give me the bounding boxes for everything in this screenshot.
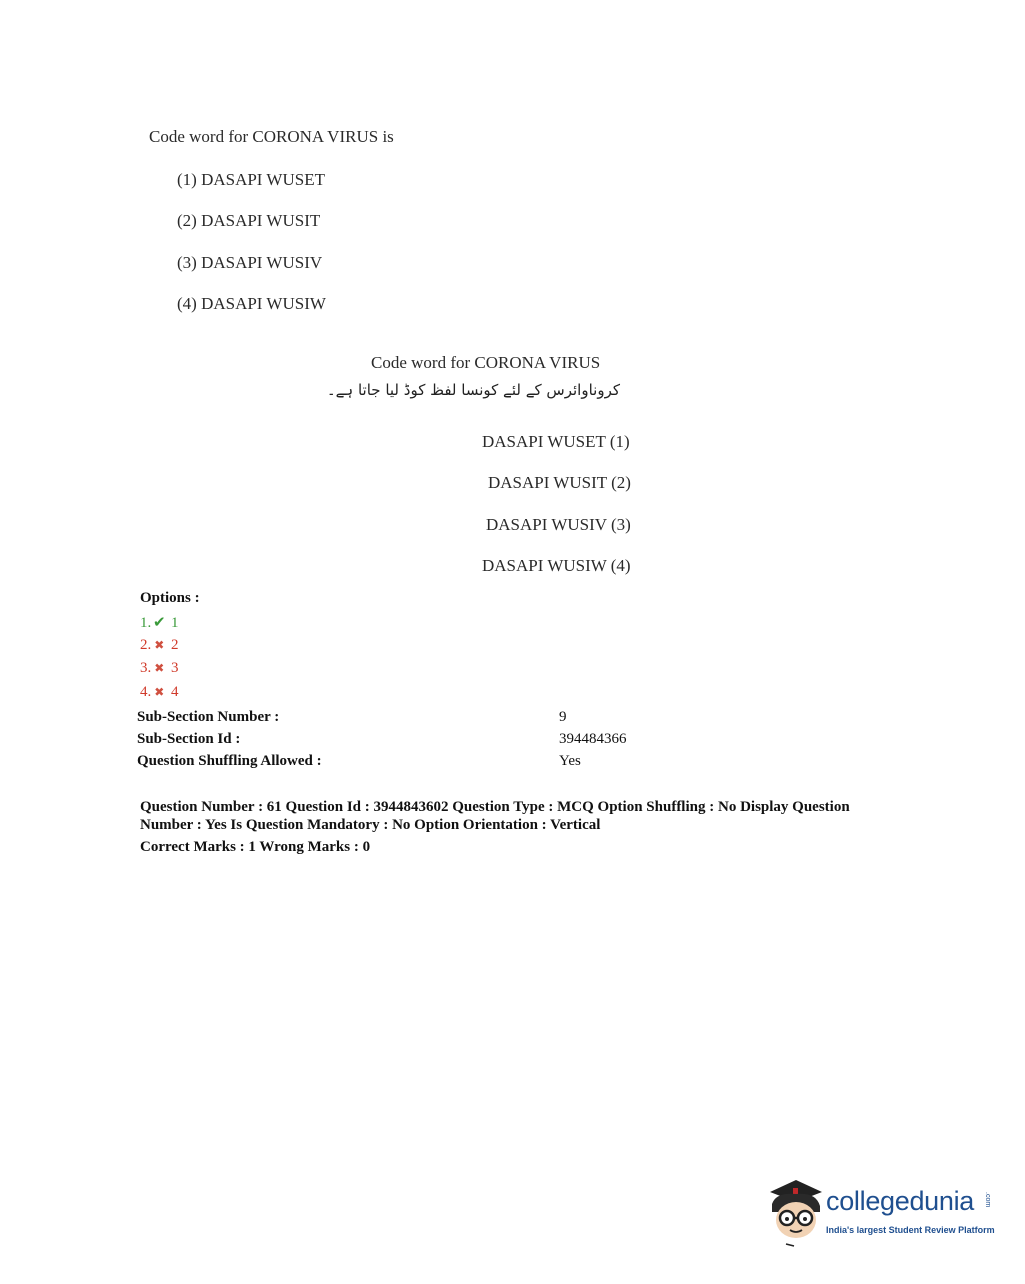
- question-info-line-3: Correct Marks : 1 Wrong Marks : 0: [140, 839, 371, 855]
- question-option-ur-2: DASAPI WUSIT (2): [488, 473, 631, 492]
- question-option-ur-3: DASAPI WUSIV (3): [486, 515, 631, 534]
- question-stem-ur-en: Code word for CORONA VIRUS: [371, 353, 601, 372]
- option-number: 1.: [140, 615, 152, 631]
- question-option-en-1: (1) DASAPI WUSET: [177, 170, 325, 189]
- cross-icon: ✖: [154, 661, 165, 675]
- meta-key-subsection-number: Sub-Section Number :: [137, 709, 280, 725]
- logo-wordmark: collegedunia: [826, 1186, 975, 1216]
- option-number: 3.: [140, 660, 152, 676]
- meta-value-subsection-number: 9: [559, 709, 567, 725]
- option-value: 2: [171, 637, 179, 653]
- logo-tagline: India's largest Student Review Platform: [826, 1225, 995, 1235]
- check-icon: ✔: [152, 613, 166, 631]
- option-row-1: [140, 613, 179, 632]
- cross-icon: ✖: [154, 638, 165, 652]
- collegedunia-logo: [766, 1178, 996, 1248]
- meta-value-shuffling: Yes: [559, 753, 581, 769]
- logo-suffix: .com: [984, 1192, 991, 1208]
- options-label: Options :: [140, 590, 200, 606]
- question-option-en-4: (4) DASAPI WUSIW: [177, 294, 326, 313]
- question-info-line-2: Number : Yes Is Question Mandatory : No Option Orientation : Vertical: [140, 817, 601, 833]
- question-option-en-2: (2) DASAPI WUSIT: [177, 211, 321, 230]
- meta-key-shuffling: Question Shuffling Allowed :: [137, 753, 322, 769]
- question-option-ur-1: DASAPI WUSET (1): [482, 432, 630, 451]
- option-number: 4.: [140, 684, 152, 700]
- mascot-icon: [766, 1178, 824, 1248]
- option-value: 1: [171, 615, 179, 631]
- option-value: 3: [171, 660, 179, 676]
- meta-key-subsection-id: Sub-Section Id :: [137, 731, 241, 747]
- question-stem-en: Code word for CORONA VIRUS is: [149, 127, 394, 146]
- question-info-line-1: Question Number : 61 Question Id : 3944843602 Question Type : MCQ Option Shuffling : No Display Question: [140, 799, 850, 815]
- option-row-3: [140, 660, 179, 677]
- cross-icon: ✖: [154, 685, 165, 699]
- question-stem-ur: کروناوائرس کے لئے کونسا لفظ کوڈ لیا جاتا ہے۔: [326, 381, 620, 399]
- option-number: 2.: [140, 637, 152, 653]
- option-row-2: [140, 637, 179, 654]
- question-option-ur-4: DASAPI WUSIW (4): [482, 556, 631, 575]
- option-value: 4: [171, 684, 179, 700]
- option-row-4: [140, 684, 179, 701]
- meta-value-subsection-id: 394484366: [559, 731, 627, 747]
- question-option-en-3: (3) DASAPI WUSIV: [177, 253, 323, 272]
